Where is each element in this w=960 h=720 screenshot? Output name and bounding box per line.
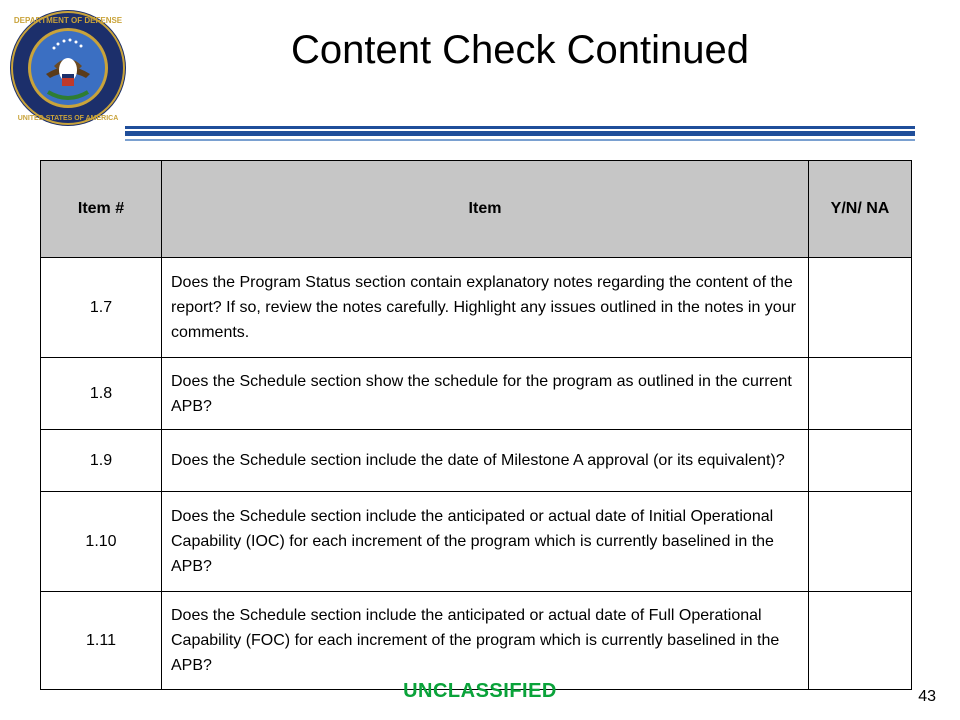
status-cell[interactable] [809,592,912,690]
header-rule [125,126,915,129]
status-cell[interactable] [809,258,912,358]
header-rule [125,131,915,136]
item-text: Does the Schedule section include the date of Milestone A approval (or its equivalent)? [162,430,809,492]
header-status: Y/N/ NA [809,161,912,258]
page-number: 43 [918,688,936,705]
header-item: Item [162,161,809,258]
item-number: 1.7 [41,258,162,358]
table-row [41,430,912,492]
status-cell[interactable] [809,358,912,430]
content-check-table [40,160,912,690]
svg-text:UNITED STATES OF AMERICA: UNITED STATES OF AMERICA [17,115,119,122]
table-row [41,358,912,430]
item-text: Does the Schedule section include the anticipated or actual date of Initial Operational Capability (IOC) for each increment of the program which is currently baselined in the APB? [162,492,809,592]
item-text: Does the Schedule section include the anticipated or actual date of Full Operational Capability (FOC) for each increment of the program which is currently baselined in the APB? [162,592,809,690]
table-row [41,258,912,358]
classification-footer: UNCLASSIFIED [403,680,557,702]
table-row [41,592,912,690]
dod-seal-logo [8,8,128,128]
table-row [41,492,912,592]
header-rule [125,139,915,141]
item-text: Does the Schedule section show the schedule for the program as outlined in the current APB? [162,358,809,430]
svg-text:DEPARTMENT OF DEFENSE: DEPARTMENT OF DEFENSE [13,16,123,25]
item-number: 1.9 [41,430,162,492]
status-cell[interactable] [809,430,912,492]
item-number: 1.8 [41,358,162,430]
header-item-number: Item # [41,161,162,258]
slide-title: Content Check Continued [290,28,750,72]
table-header-row [41,161,912,258]
item-number: 1.11 [41,592,162,690]
status-cell[interactable] [809,492,912,592]
item-text: Does the Program Status section contain explanatory notes regarding the content of the report? If so, review the notes carefully. Highlight any issues outlined in the notes in your comments. [162,258,809,358]
item-number: 1.10 [41,492,162,592]
